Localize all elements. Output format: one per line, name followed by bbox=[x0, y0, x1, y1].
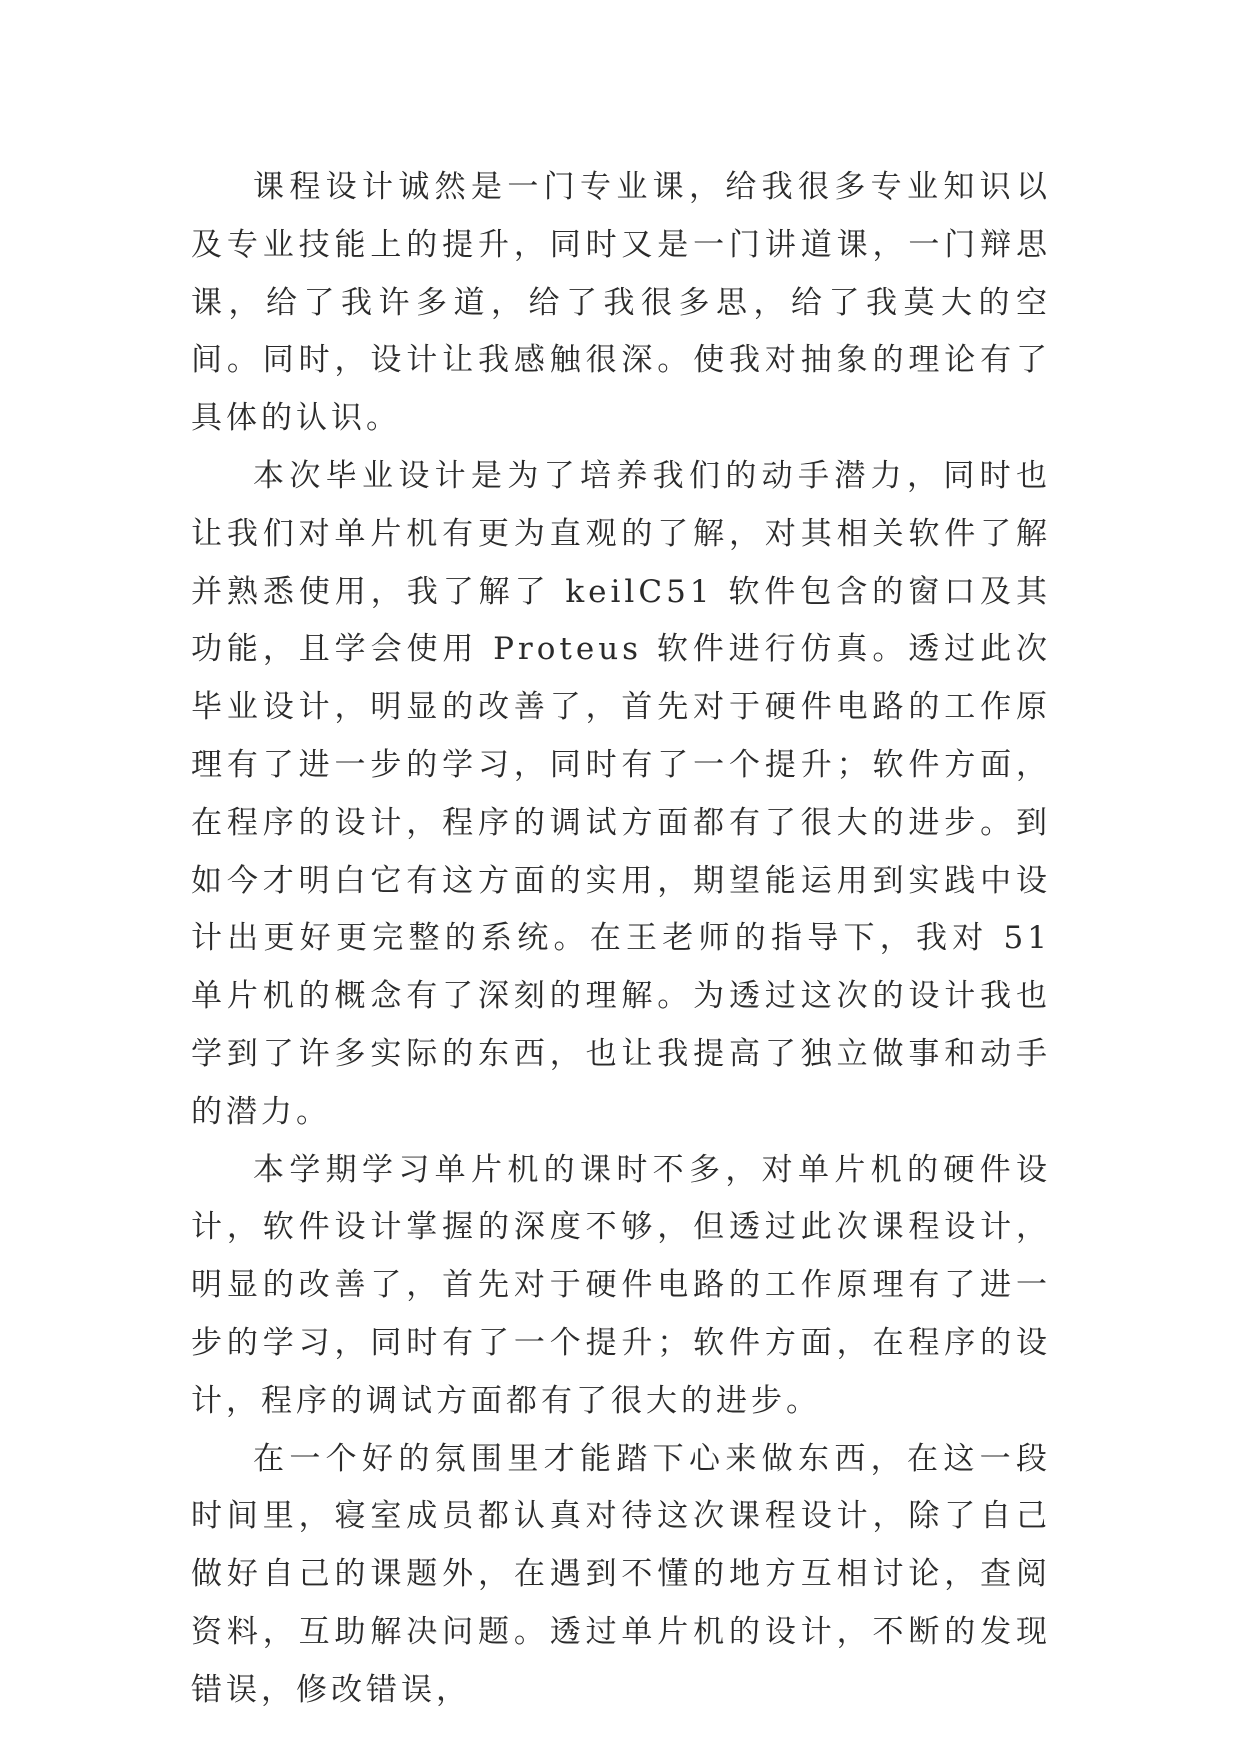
paragraph-4: 在一个好的氛围里才能踏下心来做东西，在这一段时间里，寝室成员都认真对待这次课程设计，除了自己做好自己的课题外，在遇到不懂的地方互相讨论，查阅资料，互助解决问题。透过单片机的设计，不断的发现错误，修改错误， bbox=[191, 1440, 1051, 1708]
paragraph-3: 本学期学习单片机的课时不多，对单片机的硬件设计，软件设计掌握的深度不够，但透过此次课程设计，明显的改善了，首先对于硬件电路的工作原理有了进一步的学习，同时有了一个提升；软件方面，在程序的设计，程序的调试方面都有了很大的进步。 bbox=[191, 1151, 1051, 1419]
paragraph-1: 课程设计诚然是一门专业课，给我很多专业知识以及专业技能上的提升，同时又是一门讲道课，一门辩思课，给了我许多道，给了我很多思，给了我莫大的空间。同时，设计让我感触很深。使我对抽象的理论有了具体的认识。 bbox=[191, 169, 1051, 437]
document-body bbox=[191, 159, 1051, 1720]
paragraph-2: 本次毕业设计是为了培养我们的动手潜力，同时也让我们对单片机有更为直观的了解，对其相关软件了解并熟悉使用，我了解了 keilC51 软件包含的窗口及其功能，且学会使用 Proteus 软件进行仿真。透过此次毕业设计，明显的改善了，首先对于硬件电路的工作原理有了进一步的学习，同时有了一个提升；软件方面，在程序的设计，程序的调试方面都有了很大的进步。到如今才明白它有这方面的实用，期望能运用到实践中设计出更好更完整的系统。在王老师的指导下，我对 51 单片机的概念有了深刻的理解。为透过这次的设计我也学到了许多实际的东西，也让我提高了独立做事和动手的潜力。 bbox=[191, 457, 1051, 1130]
